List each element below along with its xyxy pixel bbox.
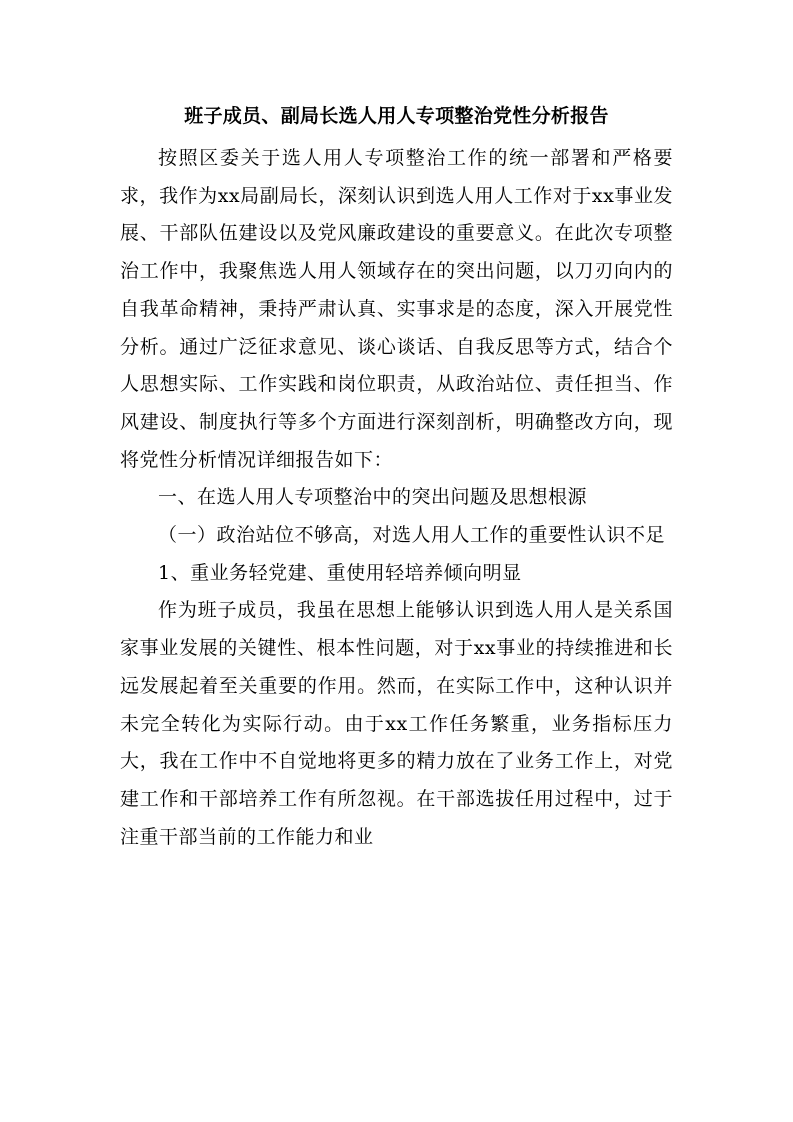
point-heading-1: 1、重业务轻党建、重使用轻培养倾向明显 xyxy=(158,561,522,584)
section-heading-1: 一、在选人用人专项整治中的突出问题及思想根源 xyxy=(158,486,588,509)
document-body xyxy=(120,140,673,856)
body-paragraph: 作为班子成员，我虽在思想上能够认识到选人用人是关系国家事业发展的关键性、根本性问题，对于xx事业的持续推进和长远发展起着至关重要的作用。然而，在实际工作中，这种认识并未完全转化为实际行动。由于xx工作任务繁重，业务指标压力大，我在工作中不自觉地将更多的精力放在了业务工作上，对党建工作和干部培养工作有所忽视。在干部选拔任用过程中，过于注重干部当前的工作能力和业 xyxy=(120,599,673,848)
intro-paragraph: 按照区委关于选人用人专项整治工作的统一部署和严格要求，我作为xx局副局长，深刻认识到选人用人工作对于xx事业发展、干部队伍建设以及党风廉政建设的重要意义。在此次专项整治工作中，我聚焦选人用人领域存在的突出问题，以刀刃向内的自我革命精神，秉持严肃认真、实事求是的态度，深入开展党性分析。通过广泛征求意见、谈心谈话、自我反思等方式，结合个人思想实际、工作实践和岗位职责，从政治站位、责任担当、作风建设、制度执行等多个方面进行深刻剖析，明确整改方向，现将党性分析情况详细报告如下： xyxy=(120,147,673,471)
subsection-heading-1: （一）政治站位不够高，对选人用人工作的重要性认识不足 xyxy=(158,524,666,547)
document-title: 班子成员、副局长选人用人专项整治党性分析报告 xyxy=(184,105,609,127)
